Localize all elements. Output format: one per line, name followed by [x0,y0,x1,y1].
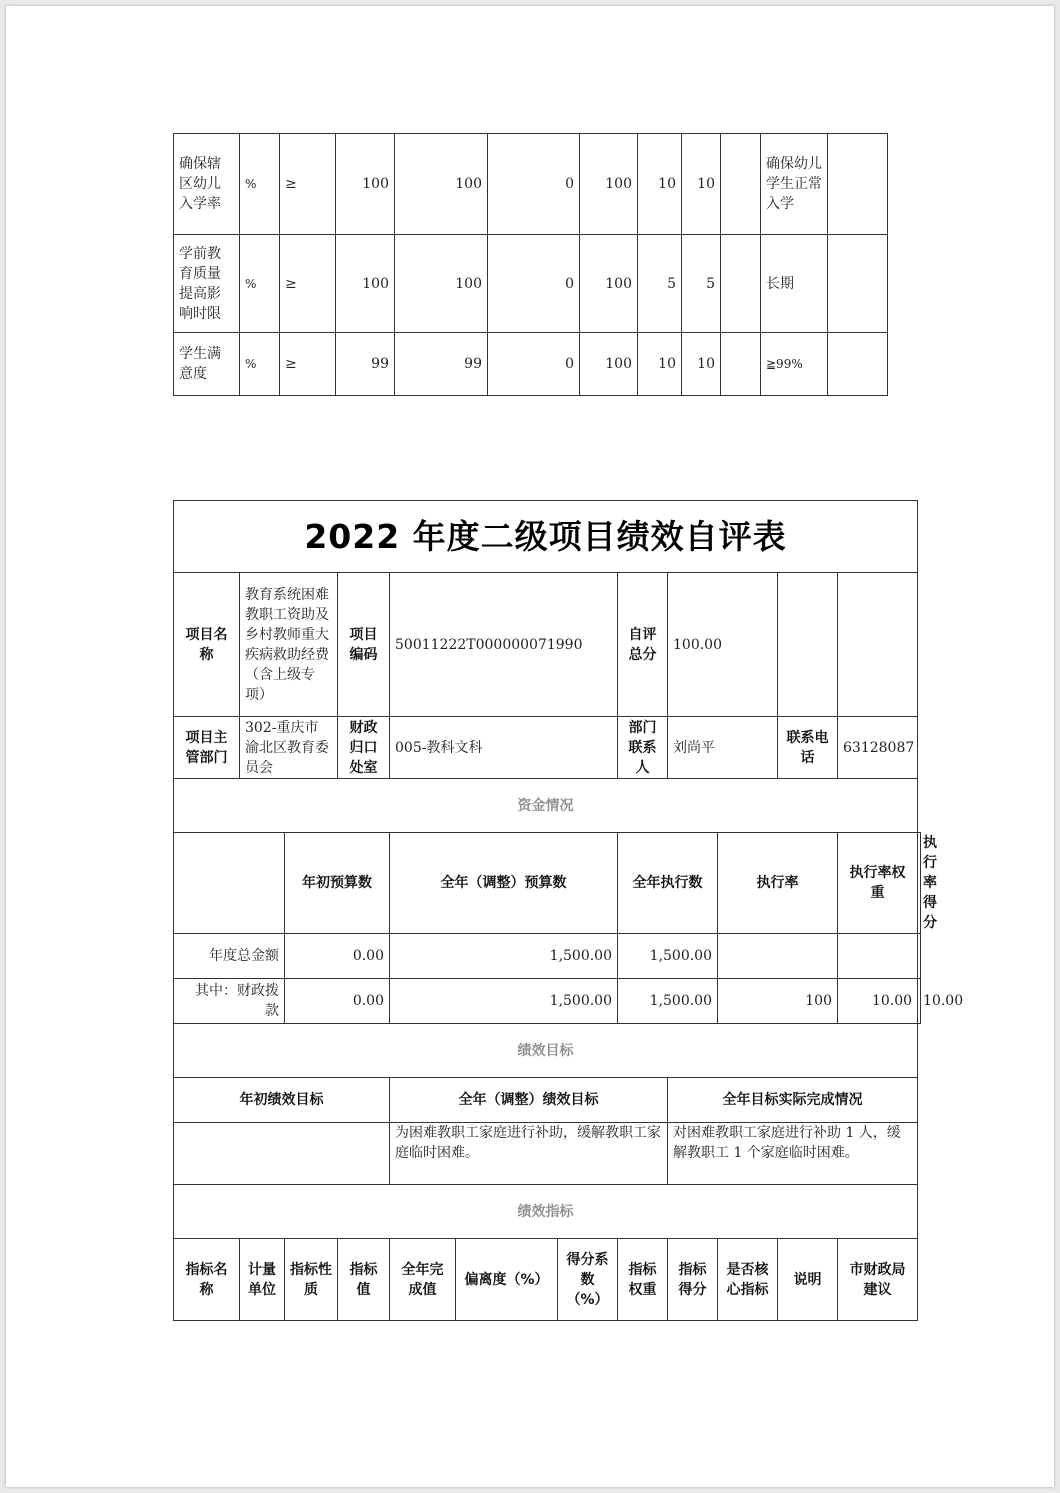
funds-adjusted: 1,500.00 [390,979,618,1024]
indicator-nature: ≥ [280,333,336,396]
initial-goal [174,1123,390,1185]
indicator-done: 99 [395,333,488,396]
indicator-description: 长期 [761,235,828,333]
indicator-score: 10 [682,134,721,235]
table-row [174,333,888,396]
indicator-name: 学生满意度 [174,333,240,396]
funds-score [918,934,921,979]
indicator-value: 99 [336,333,395,396]
indicator-header: 指标权重 [618,1239,668,1321]
project-code: 50011222T000000071990 [390,573,618,717]
table-row [174,979,921,1024]
funds-header: 执行率得分 [918,833,921,934]
indicator-name: 学前教育质量提高影响时限 [174,235,240,333]
indicator-coefficient: 100 [580,235,638,333]
funds-weight [838,934,918,979]
indicator-header: 市财政局建议 [838,1239,918,1321]
goals-header: 全年（调整）绩效目标 [390,1078,668,1123]
indicator-value: 100 [336,235,395,333]
funds-rate [718,934,838,979]
funds-budget: 0.00 [285,934,390,979]
indicator-unit: % [240,134,280,235]
project-code-label: 项目编码 [338,573,390,717]
finance-office-label: 财政归口处室 [338,717,390,779]
indicator-coefficient: 100 [580,333,638,396]
table-row [174,934,921,979]
actual-completion: 对困难教职工家庭进行补助 1 人，缓解教职工 1 个家庭临时困难。 [668,1123,918,1185]
funds-weight: 10.00 [838,979,918,1024]
indicator-advice [828,134,888,235]
funds-adjusted: 1,500.00 [390,934,618,979]
table-row [174,235,888,333]
indicator-coefficient: 100 [580,134,638,235]
empty-cell [778,573,838,717]
indicator-name: 确保辖区幼儿入学率 [174,134,240,235]
funds-header: 执行率 [718,833,838,934]
self-score-label: 自评总分 [618,573,668,717]
indicator-header: 指标值 [338,1239,390,1321]
table-row [174,1078,921,1123]
indicator-weight: 10 [638,134,682,235]
table-row [174,134,888,235]
funds-row-label: 年度总金额 [174,934,285,979]
table-row [174,779,921,833]
table-row [174,573,921,717]
indicator-description: ≧99% [761,333,828,396]
indicator-value: 100 [336,134,395,235]
indicator-weight: 5 [638,235,682,333]
table-row [174,1024,921,1078]
indicator-header: 指标名称 [174,1239,240,1321]
indicator-score: 5 [682,235,721,333]
phone: 63128087 [838,717,918,779]
indicator-header: 计量单位 [240,1239,285,1321]
indicator-unit: % [240,235,280,333]
indicator-core [721,134,761,235]
form-title: 2022 年度二级项目绩效自评表 [174,501,918,573]
indicator-deviation: 0 [488,333,580,396]
indicator-header: 指标性质 [285,1239,338,1321]
indicator-header: 说明 [778,1239,838,1321]
empty-cell [838,573,918,717]
indicator-header: 得分系数（%） [558,1239,618,1321]
funds-executed: 1,500.00 [618,979,718,1024]
indicator-nature: ≥ [280,235,336,333]
funds-rate: 100 [718,979,838,1024]
table-row [174,1185,921,1239]
funds-header: 全年（调整）预算数 [390,833,618,934]
indicator-core [721,235,761,333]
indicator-nature: ≥ [280,134,336,235]
indicator-deviation: 0 [488,134,580,235]
indicator-done: 100 [395,134,488,235]
indicators-section-title: 绩效指标 [174,1185,918,1239]
indicator-header: 是否核心指标 [718,1239,778,1321]
funds-score: 10.00 [918,979,921,1024]
self-evaluation-form [173,500,964,1321]
document-page [6,6,1054,1487]
funds-section-title: 资金情况 [174,779,918,833]
indicator-continuation-table [173,133,888,396]
indicator-advice [828,333,888,396]
indicator-unit: % [240,333,280,396]
indicator-weight: 10 [638,333,682,396]
table-row [174,501,921,573]
funds-header: 年初预算数 [285,833,390,934]
table-row [174,833,921,934]
table-row [174,1123,921,1185]
indicator-core [721,333,761,396]
funds-executed: 1,500.00 [618,934,718,979]
indicator-header: 偏离度（%） [456,1239,558,1321]
indicator-header: 全年完成值 [390,1239,456,1321]
contact-label: 部门联系人 [618,717,668,779]
table-row [174,1239,921,1321]
phone-label: 联系电话 [778,717,838,779]
indicator-score: 10 [682,333,721,396]
empty-cell [174,833,285,934]
funds-header: 执行率权重 [838,833,918,934]
funds-budget: 0.00 [285,979,390,1024]
goals-header: 年初绩效目标 [174,1078,390,1123]
funds-header: 全年执行数 [618,833,718,934]
adjusted-goal: 为困难教职工家庭进行补助，缓解教职工家庭临时困难。 [390,1123,668,1185]
dept-label: 项目主管部门 [174,717,240,779]
goals-header: 全年目标实际完成情况 [668,1078,918,1123]
indicator-header: 指标得分 [668,1239,718,1321]
indicator-deviation: 0 [488,235,580,333]
project-name: 教育系统困难教职工资助及乡村教师重大疾病救助经费（含上级专项） [240,573,338,717]
contact: 刘尚平 [668,717,778,779]
indicator-advice [828,235,888,333]
funds-row-label: 其中：财政拨款 [174,979,285,1024]
table-row [174,717,921,779]
indicator-description: 确保幼儿学生正常入学 [761,134,828,235]
self-score: 100.00 [668,573,778,717]
finance-office: 005-教科文科 [390,717,618,779]
goals-section-title: 绩效目标 [174,1024,918,1078]
dept: 302-重庆市渝北区教育委员会 [240,717,338,779]
project-name-label: 项目名称 [174,573,240,717]
indicator-done: 100 [395,235,488,333]
